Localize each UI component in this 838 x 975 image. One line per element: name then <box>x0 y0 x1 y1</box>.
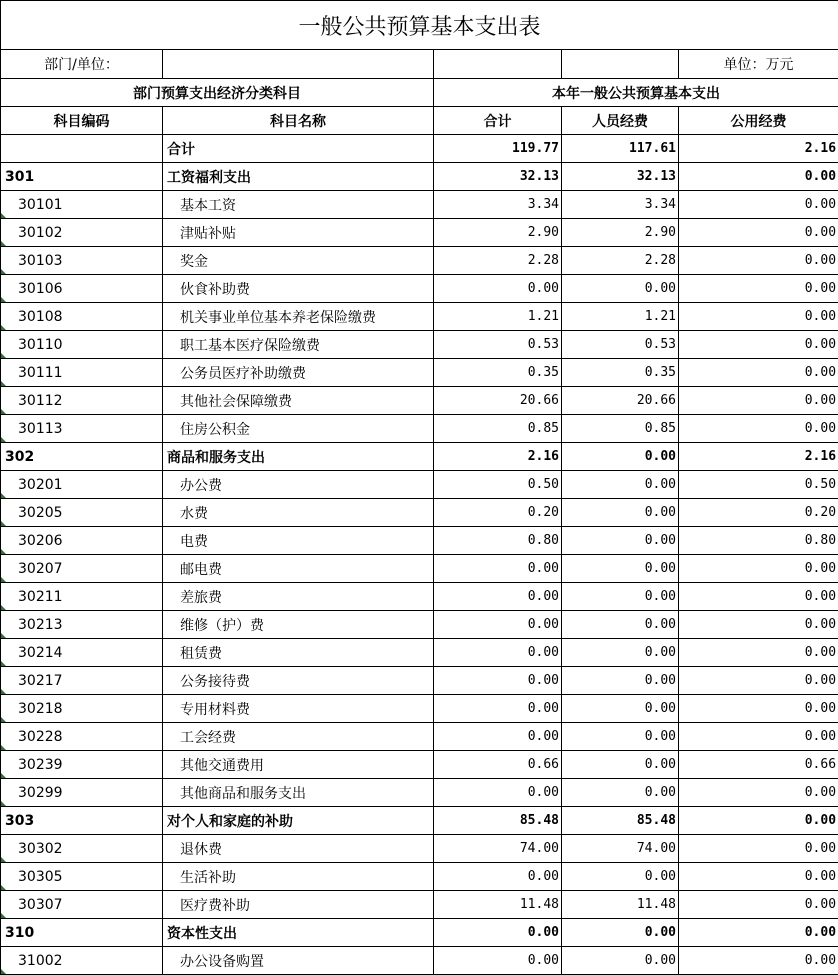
code-cell[interactable]: 30213 <box>1 611 163 639</box>
blank-cell <box>562 50 679 79</box>
name-cell[interactable]: 租赁费 <box>163 639 434 667</box>
total-cell[interactable]: 0.00 <box>434 583 562 611</box>
personnel-cell[interactable]: 0.00 <box>562 443 679 471</box>
public-cell[interactable]: 0.66 <box>679 751 838 779</box>
code-cell[interactable]: 30307 <box>1 891 163 919</box>
personnel-cell[interactable]: 0.35 <box>562 359 679 387</box>
total-cell[interactable]: 0.53 <box>434 331 562 359</box>
total-cell[interactable]: 0.00 <box>434 919 562 947</box>
public-cell[interactable]: 0.00 <box>679 695 838 723</box>
code-cell[interactable]: 30305 <box>1 863 163 891</box>
personnel-cell[interactable]: 3.34 <box>562 191 679 219</box>
code-cell[interactable]: 30218 <box>1 695 163 723</box>
code-cell[interactable]: 30110 <box>1 331 163 359</box>
total-cell[interactable]: 85.48 <box>434 807 562 835</box>
personnel-cell[interactable]: 85.48 <box>562 807 679 835</box>
total-cell[interactable]: 2.16 <box>434 443 562 471</box>
personnel-cell[interactable]: 0.00 <box>562 527 679 555</box>
total-cell[interactable]: 3.34 <box>434 191 562 219</box>
personnel-cell[interactable]: 0.00 <box>562 751 679 779</box>
name-cell[interactable]: 奖金 <box>163 247 434 275</box>
table-row <box>1 527 838 555</box>
blank-cell <box>434 50 562 79</box>
personnel-cell[interactable]: 0.85 <box>562 415 679 443</box>
public-cell[interactable]: 0.00 <box>679 191 838 219</box>
code-cell[interactable] <box>1 135 163 163</box>
public-cell[interactable]: 0.00 <box>679 247 838 275</box>
total-cell[interactable]: 20.66 <box>434 387 562 415</box>
code-cell[interactable]: 30112 <box>1 387 163 415</box>
code-cell[interactable]: 30207 <box>1 555 163 583</box>
table-row <box>1 415 838 443</box>
group-header-classification: 部门预算支出经济分类科目 <box>1 79 434 107</box>
code-cell[interactable]: 30239 <box>1 751 163 779</box>
personnel-cell[interactable]: 0.00 <box>562 275 679 303</box>
personnel-cell[interactable]: 32.13 <box>562 163 679 191</box>
total-cell[interactable]: 11.48 <box>434 891 562 919</box>
total-cell[interactable]: 119.77 <box>434 135 562 163</box>
code-cell[interactable]: 30214 <box>1 639 163 667</box>
personnel-cell[interactable]: 0.00 <box>562 555 679 583</box>
personnel-cell[interactable]: 0.00 <box>562 611 679 639</box>
personnel-cell[interactable]: 74.00 <box>562 835 679 863</box>
name-cell[interactable]: 其他交通费用 <box>163 751 434 779</box>
total-cell[interactable]: 2.28 <box>434 247 562 275</box>
table-body <box>1 135 838 975</box>
code-cell[interactable]: 30302 <box>1 835 163 863</box>
code-cell[interactable]: 303 <box>1 807 163 835</box>
total-cell[interactable]: 0.00 <box>434 779 562 807</box>
code-cell[interactable]: 301 <box>1 163 163 191</box>
code-cell[interactable]: 31002 <box>1 947 163 975</box>
name-cell[interactable]: 电费 <box>163 527 434 555</box>
public-cell[interactable]: 0.00 <box>679 611 838 639</box>
code-cell[interactable]: 30201 <box>1 471 163 499</box>
table-row <box>1 779 838 807</box>
name-cell[interactable]: 合计 <box>163 135 434 163</box>
public-cell[interactable]: 0.00 <box>679 723 838 751</box>
code-cell[interactable]: 30113 <box>1 415 163 443</box>
name-cell[interactable]: 医疗费补助 <box>163 891 434 919</box>
public-cell[interactable]: 0.00 <box>679 583 838 611</box>
total-cell[interactable]: 0.50 <box>434 471 562 499</box>
name-cell[interactable]: 对个人和家庭的补助 <box>163 807 434 835</box>
name-cell[interactable]: 办公设备购置 <box>163 947 434 975</box>
total-cell[interactable]: 0.85 <box>434 415 562 443</box>
public-cell[interactable]: 0.00 <box>679 387 838 415</box>
total-cell[interactable]: 0.00 <box>434 723 562 751</box>
table-row <box>1 219 838 247</box>
personnel-cell[interactable]: 0.00 <box>562 695 679 723</box>
table-row <box>1 919 838 947</box>
name-cell[interactable]: 水费 <box>163 499 434 527</box>
table-row <box>1 891 838 919</box>
name-cell[interactable]: 退休费 <box>163 835 434 863</box>
dept-value-cell[interactable] <box>163 50 434 79</box>
personnel-cell[interactable]: 0.00 <box>562 471 679 499</box>
public-cell[interactable]: 0.00 <box>679 331 838 359</box>
code-cell[interactable]: 30101 <box>1 191 163 219</box>
personnel-cell[interactable]: 2.90 <box>562 219 679 247</box>
dept-label: 部门/单位： <box>1 50 163 79</box>
public-cell[interactable]: 0.00 <box>679 835 838 863</box>
total-cell[interactable]: 0.00 <box>434 555 562 583</box>
public-cell[interactable]: 0.00 <box>679 639 838 667</box>
table-row <box>1 443 838 471</box>
code-cell[interactable]: 30211 <box>1 583 163 611</box>
table-row <box>1 331 838 359</box>
public-cell[interactable]: 0.00 <box>679 555 838 583</box>
name-cell[interactable]: 维修（护）费 <box>163 611 434 639</box>
column-header-total: 合计 <box>434 107 562 135</box>
name-cell[interactable]: 住房公积金 <box>163 415 434 443</box>
total-cell[interactable]: 0.66 <box>434 751 562 779</box>
total-cell[interactable]: 0.00 <box>434 639 562 667</box>
code-cell[interactable]: 30111 <box>1 359 163 387</box>
code-cell[interactable]: 30103 <box>1 247 163 275</box>
table-row <box>1 163 838 191</box>
personnel-cell[interactable]: 2.28 <box>562 247 679 275</box>
public-cell[interactable]: 0.80 <box>679 527 838 555</box>
code-cell[interactable]: 30217 <box>1 667 163 695</box>
page-title: 一般公共预算基本支出表 <box>1 1 838 50</box>
public-cell[interactable]: 0.00 <box>679 275 838 303</box>
total-cell[interactable]: 1.21 <box>434 303 562 331</box>
total-cell[interactable]: 0.00 <box>434 275 562 303</box>
table-row <box>1 387 838 415</box>
name-cell[interactable]: 邮电费 <box>163 555 434 583</box>
table-row <box>1 247 838 275</box>
personnel-cell[interactable]: 0.53 <box>562 331 679 359</box>
public-cell[interactable]: 0.00 <box>679 779 838 807</box>
name-cell[interactable]: 差旅费 <box>163 583 434 611</box>
public-cell[interactable]: 2.16 <box>679 135 838 163</box>
group-header-expenditure: 本年一般公共预算基本支出 <box>434 79 838 107</box>
code-cell[interactable]: 30102 <box>1 219 163 247</box>
name-cell[interactable]: 生活补助 <box>163 863 434 891</box>
total-cell[interactable]: 0.00 <box>434 695 562 723</box>
code-cell[interactable]: 302 <box>1 443 163 471</box>
personnel-cell[interactable]: 0.00 <box>562 667 679 695</box>
total-cell[interactable]: 0.35 <box>434 359 562 387</box>
name-cell[interactable]: 资本性支出 <box>163 919 434 947</box>
public-cell[interactable]: 0.00 <box>679 947 838 975</box>
name-cell[interactable]: 专用材料费 <box>163 695 434 723</box>
public-cell[interactable]: 0.00 <box>679 667 838 695</box>
table-row <box>1 751 838 779</box>
personnel-cell[interactable]: 20.66 <box>562 387 679 415</box>
name-cell[interactable]: 职工基本医疗保险缴费 <box>163 331 434 359</box>
name-cell[interactable]: 机关事业单位基本养老保险缴费 <box>163 303 434 331</box>
code-cell[interactable]: 30206 <box>1 527 163 555</box>
personnel-cell[interactable]: 0.00 <box>562 919 679 947</box>
name-cell[interactable]: 其他社会保障缴费 <box>163 387 434 415</box>
total-cell[interactable]: 32.13 <box>434 163 562 191</box>
public-cell[interactable]: 0.00 <box>679 163 838 191</box>
personnel-cell[interactable]: 0.00 <box>562 947 679 975</box>
name-cell[interactable]: 办公费 <box>163 471 434 499</box>
name-cell[interactable]: 伙食补助费 <box>163 275 434 303</box>
public-cell[interactable]: 0.00 <box>679 219 838 247</box>
public-cell[interactable]: 0.00 <box>679 891 838 919</box>
column-header-name: 科目名称 <box>163 107 434 135</box>
table-row <box>1 275 838 303</box>
public-cell[interactable]: 0.00 <box>679 863 838 891</box>
code-cell[interactable]: 30228 <box>1 723 163 751</box>
table-row <box>1 863 838 891</box>
public-cell[interactable]: 0.20 <box>679 499 838 527</box>
column-header-personnel: 人员经费 <box>562 107 679 135</box>
name-cell[interactable]: 基本工资 <box>163 191 434 219</box>
table-row <box>1 135 838 163</box>
table-row <box>1 695 838 723</box>
name-cell[interactable]: 公务接待费 <box>163 667 434 695</box>
personnel-cell[interactable]: 117.61 <box>562 135 679 163</box>
personnel-cell[interactable]: 11.48 <box>562 891 679 919</box>
code-cell[interactable]: 310 <box>1 919 163 947</box>
public-cell[interactable]: 0.00 <box>679 415 838 443</box>
personnel-cell[interactable]: 1.21 <box>562 303 679 331</box>
public-cell[interactable]: 2.16 <box>679 443 838 471</box>
name-cell[interactable]: 公务员医疗补助缴费 <box>163 359 434 387</box>
code-cell[interactable]: 30108 <box>1 303 163 331</box>
table-row <box>1 611 838 639</box>
total-cell[interactable]: 0.00 <box>434 611 562 639</box>
table-row <box>1 359 838 387</box>
table-row <box>1 723 838 751</box>
personnel-cell[interactable]: 0.00 <box>562 779 679 807</box>
table-row <box>1 583 838 611</box>
table-row <box>1 499 838 527</box>
table-row <box>1 555 838 583</box>
total-cell[interactable]: 0.00 <box>434 947 562 975</box>
column-header-public: 公用经费 <box>679 107 838 135</box>
name-cell[interactable]: 工会经费 <box>163 723 434 751</box>
name-cell[interactable]: 津贴补贴 <box>163 219 434 247</box>
table-row <box>1 303 838 331</box>
public-cell[interactable]: 0.00 <box>679 919 838 947</box>
personnel-cell[interactable]: 0.00 <box>562 639 679 667</box>
table-row <box>1 835 838 863</box>
code-cell[interactable]: 30106 <box>1 275 163 303</box>
total-cell[interactable]: 0.00 <box>434 863 562 891</box>
unit-label: 单位：万元 <box>679 50 838 79</box>
table-row <box>1 807 838 835</box>
total-cell[interactable]: 0.20 <box>434 499 562 527</box>
table-row <box>1 667 838 695</box>
table-row <box>1 947 838 975</box>
total-cell[interactable]: 0.00 <box>434 667 562 695</box>
table-row <box>1 471 838 499</box>
name-cell[interactable]: 工资福利支出 <box>163 163 434 191</box>
table-row <box>1 191 838 219</box>
public-cell[interactable]: 0.00 <box>679 359 838 387</box>
public-cell[interactable]: 0.00 <box>679 807 838 835</box>
personnel-cell[interactable]: 0.00 <box>562 863 679 891</box>
column-header-code: 科目编码 <box>1 107 163 135</box>
public-cell[interactable]: 0.00 <box>679 303 838 331</box>
personnel-cell[interactable]: 0.00 <box>562 499 679 527</box>
table-row <box>1 639 838 667</box>
total-cell[interactable]: 74.00 <box>434 835 562 863</box>
personnel-cell[interactable]: 0.00 <box>562 583 679 611</box>
total-cell[interactable]: 0.80 <box>434 527 562 555</box>
code-cell[interactable]: 30205 <box>1 499 163 527</box>
public-cell[interactable]: 0.50 <box>679 471 838 499</box>
name-cell[interactable]: 商品和服务支出 <box>163 443 434 471</box>
name-cell[interactable]: 其他商品和服务支出 <box>163 779 434 807</box>
total-cell[interactable]: 2.90 <box>434 219 562 247</box>
personnel-cell[interactable]: 0.00 <box>562 723 679 751</box>
code-cell[interactable]: 30299 <box>1 779 163 807</box>
